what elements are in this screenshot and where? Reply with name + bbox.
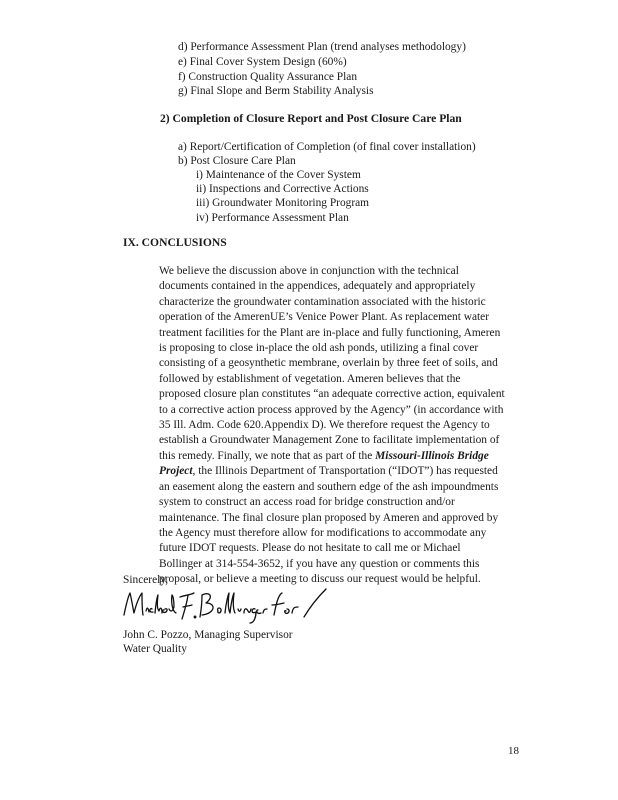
list-item-b: b) Post Closure Care Plan: [178, 155, 296, 167]
paragraph-line: consisting of a geosynthetic membrane, overlain by three feet of soils, and: [159, 357, 498, 370]
paragraph-line: establish a Groundwater Management Zone to facilitate implementation of: [159, 434, 500, 447]
list-item-f: f) Construction Quality Assurance Plan: [178, 71, 358, 83]
list-item-g: g) Final Slope and Berm Stability Analysis: [178, 85, 374, 97]
paragraph-line: proposal, or believe a meeting to discuss our request would be helpful.: [159, 573, 481, 586]
list-item-e: e) Final Cover System Design (60%): [178, 56, 347, 68]
paragraph-line: an easement along the eastern and southern edge of the ash impoundments: [159, 480, 499, 493]
signatory-department: Water Quality: [123, 643, 187, 655]
paragraph-line-text: this remedy. Finally, we note that as part of the: [159, 449, 376, 462]
paragraph-line: documents contained in the appendices, adequately and appropriately: [159, 280, 476, 293]
signatory-name-title: John C. Pozzo, Managing Supervisor: [123, 629, 293, 641]
subitem-iv: iv) Performance Assessment Plan: [196, 212, 349, 224]
paragraph-line: We believe the discussion above in conjunction with the technical: [159, 265, 459, 277]
paragraph-line: system to construct an access road for bridge construction and/or: [159, 496, 455, 509]
paragraph-line: future IDOT requests. Please do not hesitate to call me or Michael: [159, 542, 461, 555]
handwritten-signature: [122, 585, 332, 627]
page-number: 18: [508, 745, 519, 757]
conclusions-heading: IX. CONCLUSIONS: [123, 236, 227, 249]
paragraph-line: treatment facilities for the Plant are in-place and fully functioning, Ameren: [159, 326, 501, 339]
list-item-d: d) Performance Assessment Plan (trend analyses methodology): [178, 41, 466, 53]
paragraph-line: operation of the AmerenUE’s Venice Power Plant. As replacement water: [159, 311, 490, 324]
paragraph-line: Bollinger at 314-554-3652, if you have any question or comments this: [159, 557, 480, 570]
paragraph-line: proposed closure plan constitutes “an adequate corrective action, equivalent: [159, 388, 505, 401]
paragraph-line: the Agency must therefore allow for modifications to accommodate any: [159, 526, 487, 539]
paragraph-line-text: , the Illinois Department of Transportation (“IDOT”) has requested: [192, 465, 498, 478]
paragraph-line: maintenance. The final closure plan proposed by Ameren and approved by: [159, 511, 499, 524]
paragraph-line-with-italic: [159, 464, 501, 479]
project-name-italic-cont: Project: [159, 465, 193, 478]
paragraph-line: characterize the groundwater contamination associated with the historic: [159, 295, 486, 308]
list-item-a: a) Report/Certification of Completion (of final cover installation): [178, 141, 476, 153]
paragraph-line-with-italic: [159, 449, 501, 464]
project-name-italic: Missouri-Illinois Bridge: [375, 449, 489, 462]
paragraph-line: to a corrective action process approved by the Agency” (in accordance with: [159, 403, 504, 416]
paragraph-line: 35 Ill. Adm. Code 620.Appendix D). We therefore request the Agency to: [159, 419, 490, 432]
subitem-ii: ii) Inspections and Corrective Actions: [196, 183, 369, 195]
subitem-i: i) Maintenance of the Cover System: [196, 169, 361, 181]
section-2-heading: 2) Completion of Closure Report and Post Closure Care Plan: [160, 112, 462, 125]
salutation: Sincerely,: [123, 574, 169, 586]
paragraph-line: is proposing to close in-place the old ash ponds, utilizing a final cover: [159, 342, 479, 355]
conclusions-paragraph: [159, 264, 505, 588]
subitem-iii: iii) Groundwater Monitoring Program: [196, 197, 370, 209]
paragraph-line: followed by establishment of vegetation. Ameren believes that the: [159, 372, 461, 385]
